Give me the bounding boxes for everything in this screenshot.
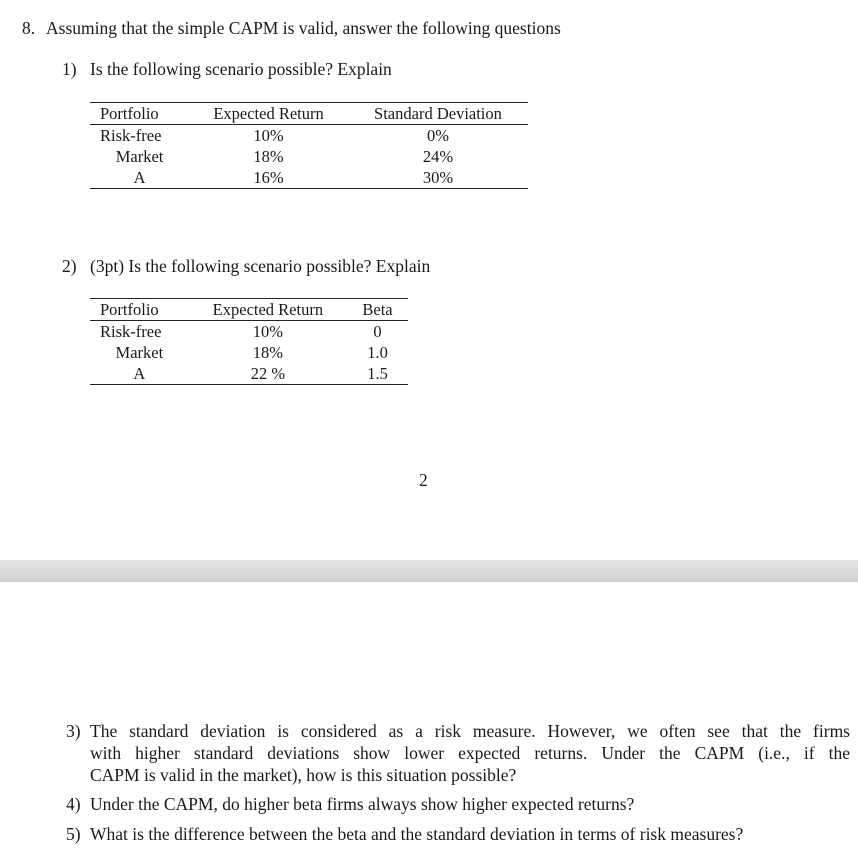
table-header-row <box>90 103 528 125</box>
page-separator <box>0 560 858 582</box>
part3-line: CAPM is valid in the market), how is this situation possible? <box>90 765 517 785</box>
part3-line: with higher standard deviations show lower expected returns. Under the CAPM (i.e., if the <box>90 743 850 763</box>
column-header: Beta <box>362 300 393 319</box>
table-cell: Risk-free <box>100 322 162 341</box>
table-cell: 0% <box>426 126 449 145</box>
page-number: 2 <box>419 470 428 490</box>
table-row <box>90 363 408 385</box>
table-cell: 16% <box>253 168 284 187</box>
column-header: Portfolio <box>100 104 159 123</box>
table-cell: 1.5 <box>367 364 388 383</box>
table-cell: 30% <box>422 168 454 187</box>
part2-text: (3pt) Is the following scenario possible? Explain <box>90 256 431 276</box>
part5-text: What is the difference between the beta and the standard deviation in terms of risk measures? <box>90 824 744 844</box>
table-row <box>90 146 528 167</box>
table-row <box>90 342 408 363</box>
table-row <box>90 125 528 147</box>
table-cell: 18% <box>253 147 284 166</box>
table-cell: 24% <box>422 147 454 166</box>
page-lower <box>0 582 858 851</box>
part1-text: Is the following scenario possible? Explain <box>90 59 392 79</box>
table-cell: 1.0 <box>367 343 388 362</box>
column-header: Expected Return <box>213 104 324 123</box>
question-text: Assuming that the simple CAPM is valid, answer the following questions <box>46 18 561 38</box>
part1-number: 1) <box>62 59 77 79</box>
table-cell: A <box>133 364 146 383</box>
table-cell: 0 <box>373 322 382 341</box>
column-header: Expected Return <box>212 300 324 319</box>
part4-text: Under the CAPM, do higher beta firms always show higher expected returns? <box>90 794 635 814</box>
table-cell: Market <box>115 343 164 362</box>
part2-number: 2) <box>62 256 77 276</box>
table-header-row <box>90 299 408 321</box>
part4-number: 4) <box>66 794 81 814</box>
part5-number: 5) <box>66 824 81 844</box>
part3-number: 3) <box>66 721 81 741</box>
table-cell: 22 % <box>250 364 286 383</box>
column-header: Standard Deviation <box>374 104 502 123</box>
table-cell: Market <box>115 147 164 166</box>
table-cell: 10% <box>252 322 284 341</box>
table-cell: Risk-free <box>100 126 162 145</box>
table-cell: 18% <box>252 343 284 362</box>
table-row <box>90 167 528 189</box>
table-cell: 10% <box>253 126 284 145</box>
part2-table <box>90 298 408 385</box>
table-cell: A <box>133 168 146 187</box>
part1-table <box>90 102 528 189</box>
part3-text <box>90 720 850 786</box>
part3-line: The standard deviation is considered as a risk measure. However, we often see that the firms <box>90 721 850 741</box>
column-header: Portfolio <box>100 300 159 319</box>
table-row <box>90 321 408 343</box>
question-number: 8. <box>22 18 36 38</box>
